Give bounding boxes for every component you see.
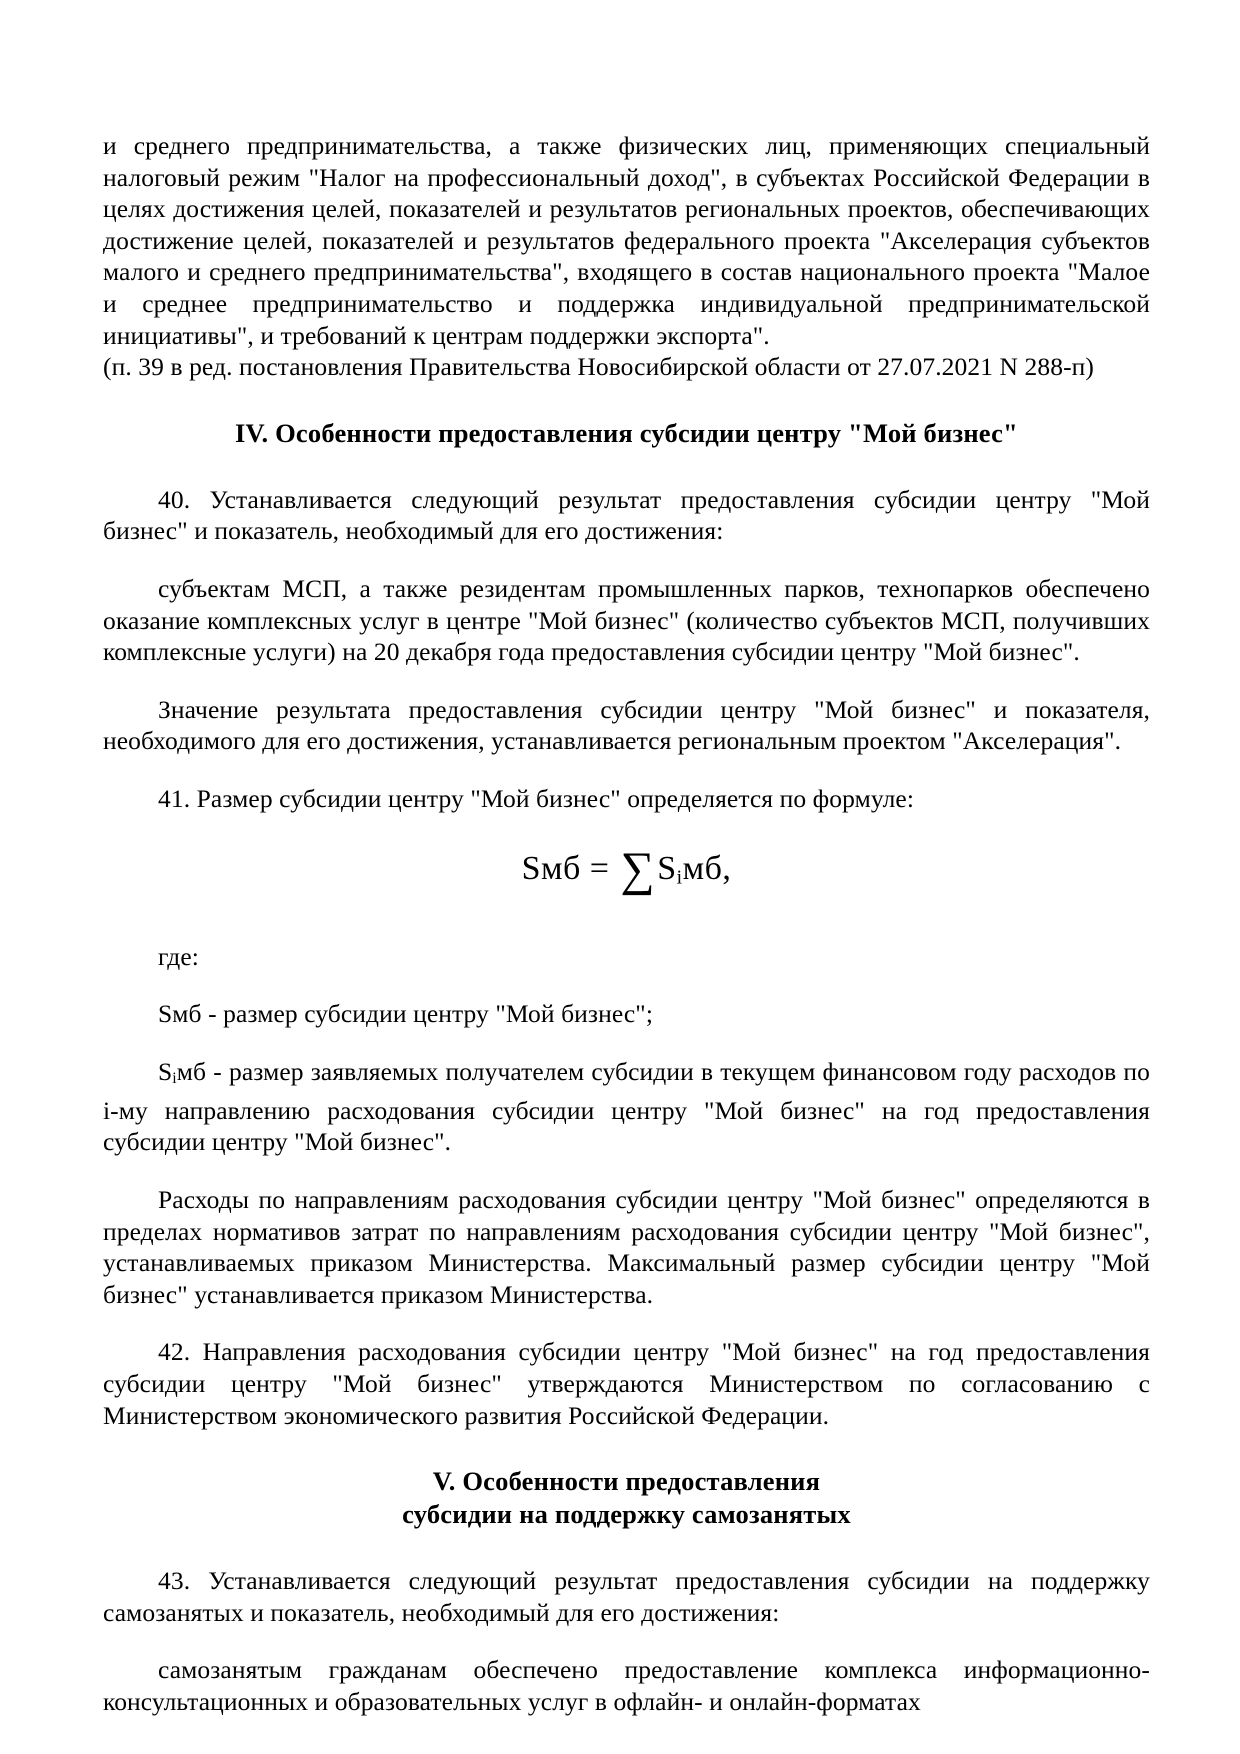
spacer xyxy=(103,1158,1150,1184)
paragraph-39-amendment-note: (п. 39 в ред. постановления Правительства Новосибирской области от 27.07.2021 N 288-п) xyxy=(103,352,1095,382)
paragraph-40: 40. Устанавливается следующий результат предоставления субсидии центру "Мой бизнес" и показатель, необходимый для его достижения: xyxy=(103,484,1150,546)
spacer xyxy=(103,547,1150,573)
definition-simb-text: - размер заявляемых получателем субсидии в текущем финансовом году расходов по i-му направлению расходования субсидии центру "Мой бизнес" на год предоставления субсидии центру "Мой бизнес". xyxy=(103,1057,1150,1157)
paragraph-41: 41. Размер субсидии центру "Мой бизнес" определяется по формуле: xyxy=(158,783,915,813)
spacer xyxy=(103,757,1150,783)
definition-simb-base: S xyxy=(158,1057,173,1087)
section-heading-iv-text: IV. Особенности предоставления субсидии центру "Мой бизнес" xyxy=(235,417,1018,448)
paragraph-41-expenses: Расходы по направлениям расходования субсидии центру "Мой бизнес" определяются в пределах нормативов затрат по направлениям расходования субсидии центру "Мой бизнес", устанавливаемых приказом Министерства. Максимальный размер субсидии центру "Мой бизнес" устанавливается приказом Министерства. xyxy=(103,1184,1150,1309)
formula-left-term: Sмб xyxy=(521,849,581,887)
paragraph-40-result: субъектам МСП, а также резидентам промышленных парков, технопарков обеспечено оказание комплексных услуг в центре "Мой бизнес" (количество субъектов МСП, получивших комплексные услуги) на 20 декабря года предоставления субсидии центру "Мой бизнес". xyxy=(103,573,1150,667)
spacer xyxy=(103,1030,1150,1056)
definition-simb xyxy=(103,1056,1150,1158)
formula-subsidy-size xyxy=(103,842,1150,897)
paragraph-39-continuation: и среднего предпринимательства, а также физических лиц, применяющих специальный налоговый режим "Налог на профессиональный доход", в субъектах Российской Федерации в целях достижения целей, показателей и результатов региональных проектов, обеспечивающих достижение целей, показателей и результатов федерального проекта "Акселерация субъектов малого и среднего предпринимательства", входящего в состав национального проекта "Малое и среднее предпринимательство и поддержка индивидуальной предпринимательской инициативы", и требований к центрам поддержки экспорта". xyxy=(103,131,1150,350)
definition-simb-tail: мб xyxy=(176,1057,207,1087)
spacer xyxy=(103,1531,1150,1565)
spacer xyxy=(103,972,1150,998)
section-heading-v-line-1: V. Особенности предоставления xyxy=(432,1466,821,1497)
document-body xyxy=(103,130,1150,1717)
section-heading-iv xyxy=(103,417,1150,450)
definition-smb: Sмб - размер субсидии центру "Мой бизнес"; xyxy=(158,999,653,1029)
formula-right-base: S xyxy=(657,849,677,887)
paragraph-40-value: Значение результата предоставления субсидии центру "Мой бизнес" и показателя, необходимого для его достижения, устанавливается региональным проектом "Акселерация". xyxy=(103,694,1150,756)
paragraph-43: 43. Устанавливается следующий результат предоставления субсидии на поддержку самозанятых и показатель, необходимый для его достижения: xyxy=(103,1566,1150,1627)
spacer xyxy=(103,1628,1150,1654)
spacer xyxy=(103,450,1150,484)
formula-right-tail: мб, xyxy=(682,849,732,887)
spacer xyxy=(103,1431,1150,1465)
section-heading-v-line-2: субсидии на поддержку самозанятых xyxy=(402,1499,851,1530)
paragraph-42: 42. Направления расходования субсидии центру "Мой бизнес" на год предоставления субсидии центру "Мой бизнес" утверждаются Министерством по согласованию с Министерством экономического развития Российской Федерации. xyxy=(103,1337,1150,1430)
section-heading-v xyxy=(103,1465,1150,1531)
spacer xyxy=(103,668,1150,694)
summation-icon: ∑ xyxy=(620,842,656,896)
spacer xyxy=(103,1310,1150,1336)
definition-simb-subscript: i xyxy=(172,1070,177,1088)
definition-simb-symbol xyxy=(158,1057,206,1086)
where-label: где: xyxy=(158,941,199,971)
paragraph-43-result: самозанятым гражданам обеспечено предоставление комплекса информационно-консультационных и образовательных услуг в офлайн- и онлайн-форматах xyxy=(103,1655,1150,1716)
spacer xyxy=(103,383,1150,417)
formula-equals-sign: = xyxy=(589,849,610,887)
formula-right-subscript: i xyxy=(676,865,683,888)
spacer xyxy=(103,897,1150,941)
